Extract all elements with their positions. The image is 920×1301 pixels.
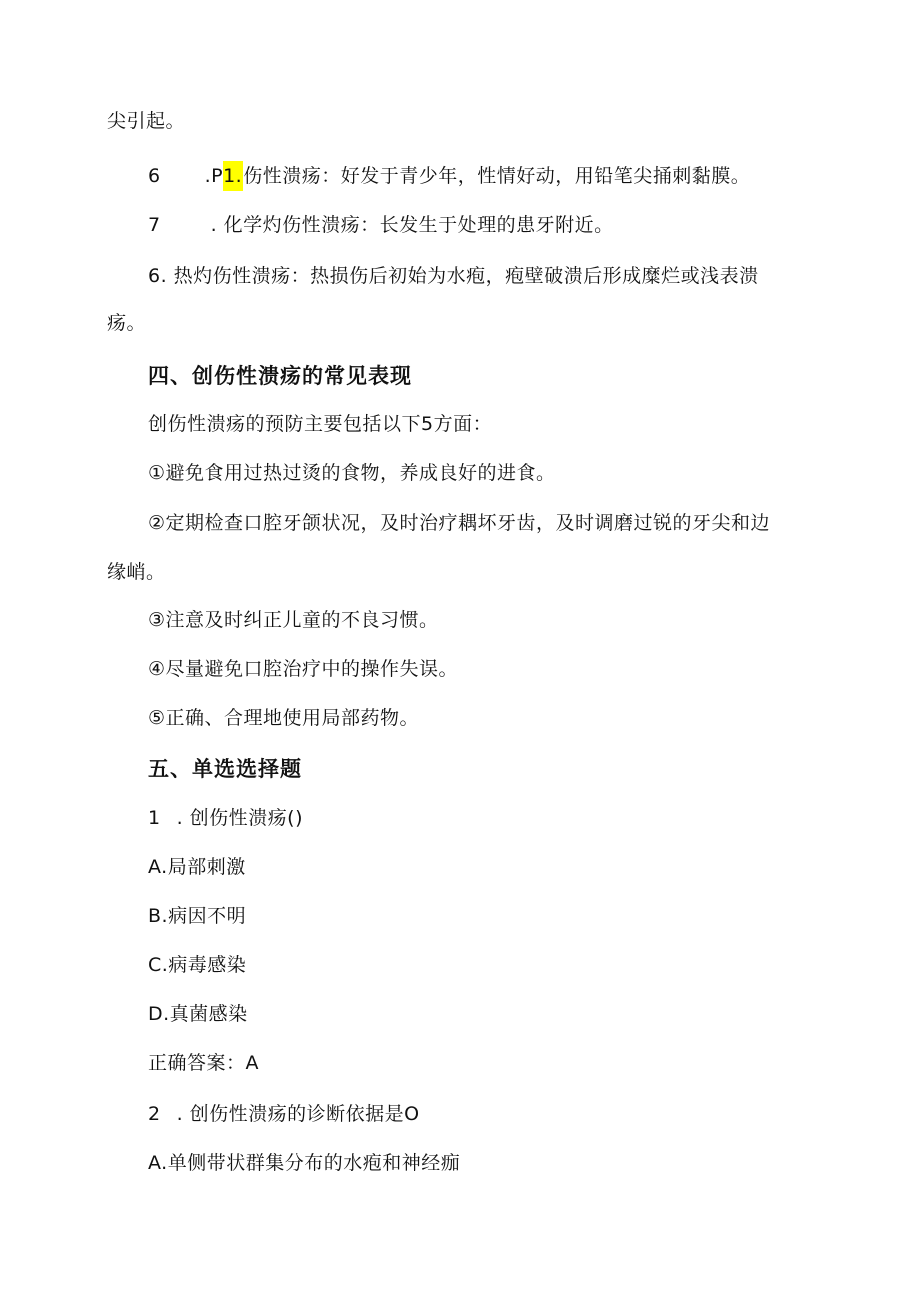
item-number: 6 <box>148 165 161 187</box>
section-heading: 四、创伤性溃疡的常见表现 <box>148 364 412 388</box>
text-line: 疡。 <box>107 312 147 334</box>
item-prefix: .P <box>204 165 224 187</box>
item-text: . 化学灼伤性溃疡：长发生于处理的患牙附近。 <box>210 214 614 236</box>
text-line: 创伤性溃疡的预防主要包括以下5方面： <box>148 413 493 435</box>
list-item: ②定期检查口腔牙颌状况，及时治疗耦坏牙齿，及时调磨过锐的牙尖和边 <box>148 512 771 534</box>
question-stem: . 创伤性溃疡() <box>176 807 303 829</box>
list-item: ④尽量避免口腔治疗中的操作失误。 <box>148 658 459 680</box>
text-line: 缘峭。 <box>107 561 166 583</box>
option-a: A.单侧带状群集分布的水疱和神经痂 <box>148 1152 461 1174</box>
text-line: 尖引起。 <box>107 110 186 132</box>
list-item: ①避免食用过热过烫的食物，养成良好的进食。 <box>148 462 556 484</box>
highlight-mark: 1. <box>223 161 243 191</box>
item-text: 伤性溃疡：好发于青少年，性情好动，用铅笔尖捅刺黏膜。 <box>243 165 751 187</box>
question-number: 1 <box>148 807 161 829</box>
item-6 <box>148 163 750 189</box>
list-item: ⑤正确、合理地使用局部药物。 <box>148 707 420 729</box>
option-c: C.病毒感染 <box>148 954 247 976</box>
section-heading: 五、单选选择题 <box>148 757 302 781</box>
list-item: ③注意及时纠正儿童的不良习惯。 <box>148 609 439 631</box>
option-d: D.真菌感染 <box>148 1003 248 1025</box>
question-1 <box>148 805 303 831</box>
item-7 <box>148 212 614 238</box>
answer: 正确答案：A <box>148 1052 259 1074</box>
question-stem: . 创伤性溃疡的诊断依据是O <box>176 1103 420 1125</box>
text-line: 6. 热灼伤性溃疡：热损伤后初始为水疱，疱壁破溃后形成糜烂或浅表溃 <box>148 265 759 287</box>
option-a: A.局部刺激 <box>148 856 246 878</box>
question-2 <box>148 1101 420 1127</box>
question-number: 2 <box>148 1103 161 1125</box>
option-b: B.病因不明 <box>148 905 247 927</box>
item-number: 7 <box>148 214 161 236</box>
